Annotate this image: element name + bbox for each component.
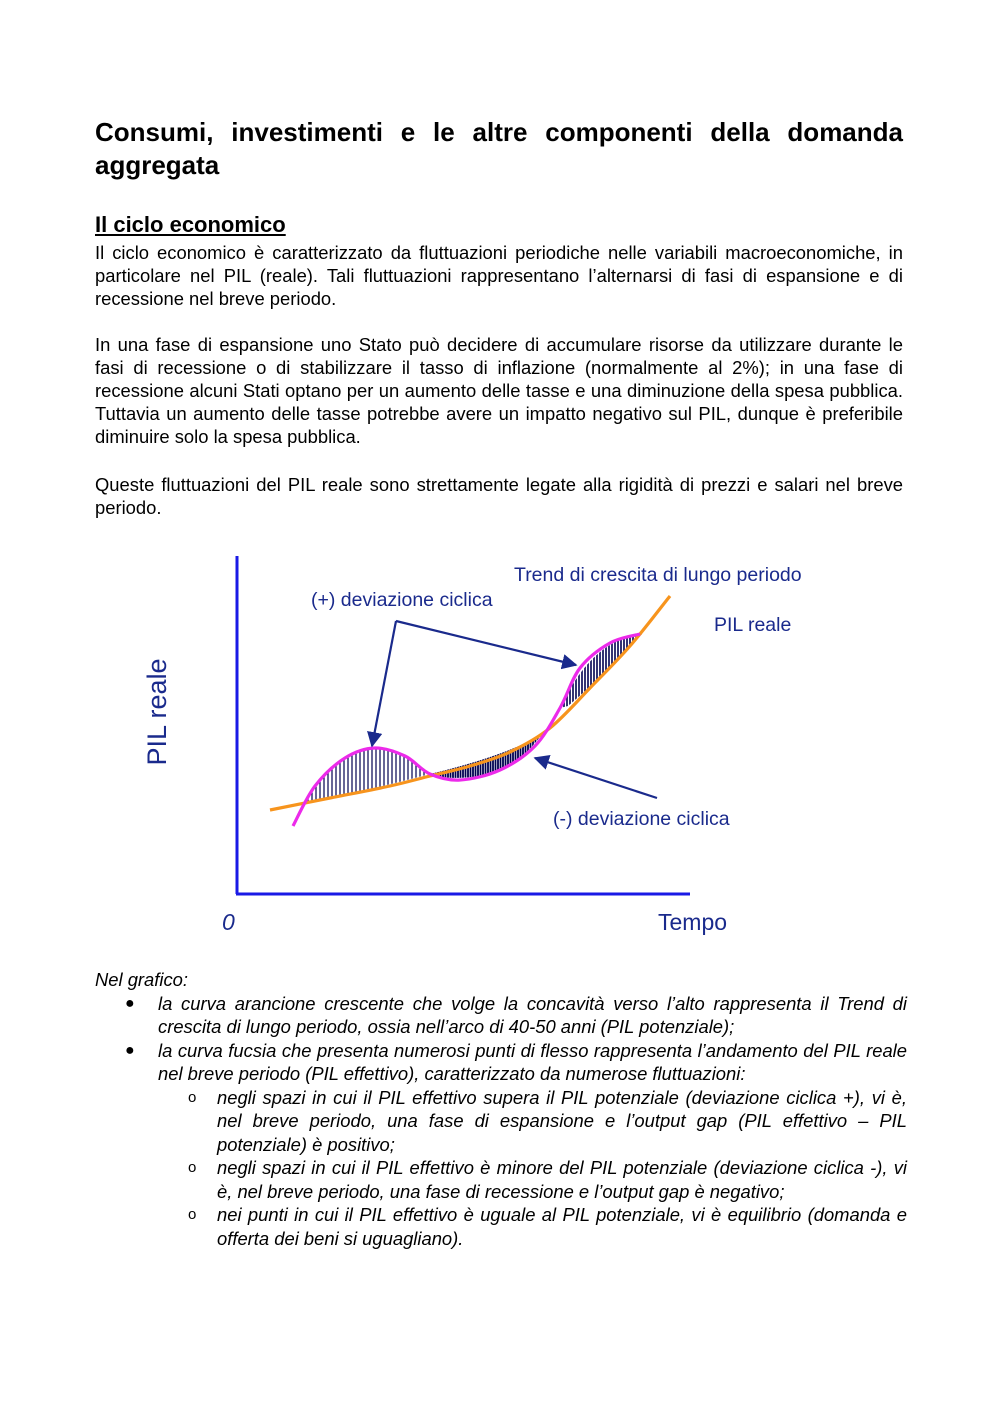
- x-axis-label: Tempo: [658, 909, 728, 935]
- sub-list-item: [158, 1156, 907, 1203]
- circle-bullet-icon: o: [188, 1088, 197, 1106]
- paragraph-ciclo-definizione: Il ciclo economico è caratterizzato da fluttuazioni periodiche nelle variabili macroeconomiche, in particolare nel PIL (reale). Tali fluttuazioni rappresentano l’alternarsi di fasi di espansione e di recessione nel breve periodo.: [95, 242, 903, 309]
- chart-notes: [95, 968, 907, 1250]
- bullet-icon: ●: [125, 1041, 135, 1059]
- circle-bullet-icon: o: [188, 1206, 197, 1223]
- business-cycle-figure: [130, 548, 870, 948]
- sub-list-item-text: nei punti in cui il PIL effettivo è uguale al PIL potenziale, vi è equilibrio (domanda e offerta dei beni si uguagliano).: [217, 1204, 907, 1249]
- list-item: [95, 992, 907, 1039]
- paragraph-politiche: In una fase di espansione uno Stato può decidere di accumulare risorse da utilizzare durante le fasi di recessione o di stabilizzare il tasso di inflazione (normalmente al 2%); in una fase di recessione alcuni Stati optano per un aumento delle tasse e una diminuzione della spesa pubblica. Tuttavia un aumento delle tasse potrebbe avere un impatto negativo sul PIL, dunque è preferibile diminuire solo la spesa pubblica.: [95, 334, 903, 447]
- pil-curve-label: PIL reale: [714, 614, 792, 636]
- notes-intro: Nel grafico:: [95, 969, 189, 990]
- positive-deviation-area-2: [558, 628, 645, 713]
- list-item: [95, 1039, 907, 1251]
- sub-list: [158, 1086, 907, 1251]
- positive-arrow-left: [372, 621, 396, 746]
- page-title: Consumi, investimenti e le altre componenti della domanda aggregata: [95, 117, 903, 180]
- origin-label: 0: [222, 909, 235, 935]
- pil-reale-curve: [293, 634, 640, 826]
- sub-list-item: [158, 1203, 907, 1250]
- negative-deviation-label: (-) deviazione ciclica: [553, 808, 730, 830]
- notes-list: [95, 992, 907, 1251]
- sub-list-item-text: negli spazi in cui il PIL effettivo è minore del PIL potenziale (deviazione ciclica -), vi è, nel breve periodo, una fase di recessione e l’output gap è negativo;: [217, 1157, 907, 1202]
- positive-deviation-label: (+) deviazione ciclica: [311, 589, 493, 611]
- sub-list-item: [158, 1086, 907, 1157]
- list-item-text: la curva arancione crescente che volge la concavità verso l’alto rappresenta il Trend di crescita di lungo periodo, ossia nell’arco di 40-50 anni (PIL potenziale);: [158, 992, 907, 1037]
- sub-list-item-text: negli spazi in cui il PIL effettivo supera il PIL potenziale (deviazione ciclica +), vi è, nel breve periodo, una fase di espansione e l’output gap (PIL effettivo – PIL potenziale) è positivo;: [217, 1086, 907, 1155]
- bullet-icon: ●: [125, 994, 135, 1012]
- section-heading: Il ciclo economico: [95, 212, 286, 237]
- negative-arrow: [535, 758, 657, 798]
- list-item-text: la curva fucsia che presenta numerosi punti di flesso rappresenta l’andamento del PIL reale nel breve periodo (PIL effettivo), caratterizzato da numerose fluttuazioni:: [158, 1039, 907, 1084]
- y-axis-label: PIL reale: [142, 658, 172, 766]
- trend-label: Trend di crescita di lungo periodo: [514, 564, 802, 586]
- business-cycle-diagram: [130, 548, 870, 948]
- positive-arrow-right: [396, 621, 576, 665]
- circle-bullet-icon: o: [188, 1159, 197, 1176]
- paragraph-rigidita: Queste fluttuazioni del PIL reale sono strettamente legate alla rigidità di prezzi e salari nel breve periodo.: [95, 474, 903, 518]
